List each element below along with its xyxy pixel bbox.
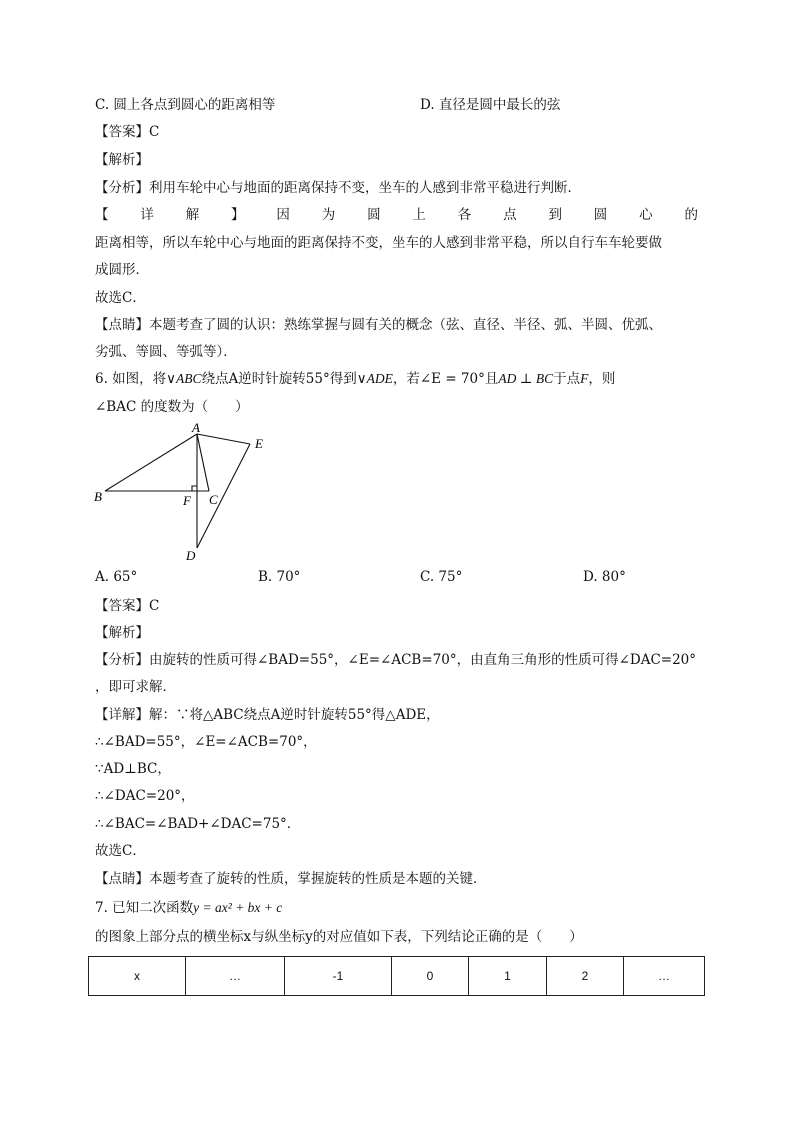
q6-stem-line1 [95, 370, 615, 388]
q5-detail-line1 [95, 206, 698, 224]
q5-detail-char: 因 [276, 207, 290, 223]
q5-detail-char: 解 [185, 207, 200, 223]
q6-stem-part: 于点 [553, 371, 581, 387]
q5-choice: 故选C． [95, 290, 146, 306]
q5-detail-char: 详 [140, 207, 154, 223]
segment-ae [197, 434, 250, 444]
table-cell: x [89, 957, 186, 996]
table-cell: … [624, 957, 705, 996]
q5-option-c: C. 圆上各点到圆心的距离相等 [95, 97, 276, 113]
q7-stem-line1 [95, 899, 282, 917]
q5-detail-char: 圆 [367, 207, 381, 223]
q6-stem-part: 6. 如图，将 [95, 371, 167, 387]
q7-stem-part: 7. 已知二次函数 [95, 900, 194, 916]
q6-perpendicular-condition: AD ⊥ BC [498, 371, 554, 386]
q6-triangle-abc: ∨ABC [166, 371, 202, 386]
q6-stem-part: ，若∠E = 70°且 [392, 371, 499, 387]
label-b: B [94, 489, 102, 504]
q6-option-b: B. 70° [258, 569, 301, 585]
q6-analysis-heading: 【解析】 [95, 625, 149, 641]
q5-detail-line3: 成圆形． [95, 262, 149, 278]
q5-comment-line2: 劣弧、等圆、等弧等）． [95, 344, 237, 360]
q6-stem-part: ，则 [588, 371, 616, 387]
q5-detail-char: 】 [231, 207, 245, 223]
q5-detail-char: 为 [321, 207, 336, 223]
q6-option-a: A. 65° [95, 569, 138, 585]
q6-geometry-figure [88, 420, 288, 565]
table-cell: … [186, 957, 285, 996]
q5-detail-char: 各 [457, 207, 472, 223]
q6-answer: 【答案】C [95, 598, 160, 614]
q5-detail-char: 心 [639, 207, 653, 223]
q5-detail-char: 【 [95, 207, 109, 223]
segment-de [197, 444, 250, 548]
q5-detail-char: 的 [684, 207, 698, 223]
q6-detail-line5: ∴∠BAC=∠BAD+∠DAC=75°． [95, 816, 301, 832]
table-cell: 2 [547, 957, 624, 996]
q6-option-d: D. 80° [583, 569, 626, 585]
label-e: E [255, 436, 263, 451]
q6-choice: 故选C． [95, 843, 146, 859]
q5-detail-char: 到 [548, 207, 562, 223]
q7-stem-line2: 的图象上部分点的横坐标x与纵坐标y的对应值如下表，下列结论正确的是（ ） [95, 929, 583, 945]
q6-stem-line2: ∠BAC 的度数为（ ） [95, 399, 249, 415]
label-c: C [209, 492, 218, 507]
q5-detail-char: 圆 [593, 207, 608, 223]
q6-detail-line3: ∵AD⊥BC， [95, 761, 171, 777]
q6-stem-part: 绕点A逆时针旋转55°得到 [201, 371, 357, 387]
q6-detail-line4: ∴∠DAC=20°， [95, 788, 195, 804]
q6-triangle-ade: ∨ADE [356, 371, 393, 386]
segment-ba [105, 434, 197, 491]
q6-detail-line1: 【详解】解：∵将△ABC绕点A逆时针旋转55°得△ADE， [95, 707, 440, 723]
table-cell: -1 [285, 957, 392, 996]
q5-analysis-heading: 【解析】 [95, 152, 149, 168]
q7-function: y = ax² + bx + c [193, 900, 283, 915]
q6-point-f: F [580, 371, 589, 386]
q5-detail-char: 点 [503, 207, 517, 223]
q5-answer: 【答案】C [95, 124, 160, 140]
table-row [89, 957, 705, 996]
table-cell: 0 [392, 957, 469, 996]
label-d: D [186, 548, 196, 563]
label-a: A [192, 420, 200, 435]
segment-ac [197, 434, 209, 491]
label-f: F [183, 493, 191, 508]
q6-analysis-line1: 【分析】由旋转的性质可得∠BAD=55°，∠E=∠ACB=70°，由直角三角形的性质可得∠DAC=20° [95, 652, 697, 668]
q7-value-table [88, 956, 705, 996]
q5-detail-line2: 距离相等，所以车轮中心与地面的距离保持不变，坐车的人感到非常平稳，所以自行车车轮要做 [95, 235, 662, 251]
q6-analysis-line2: ，即可求解． [95, 679, 176, 695]
q5-analysis: 【分析】利用车轮中心与地面的距离保持不变，坐车的人感到非常平稳进行判断． [95, 180, 581, 196]
q5-option-d: D. 直径是圆中最长的弦 [420, 97, 561, 113]
q5-comment-line1: 【点睛】本题考查了圆的认识：熟练掌握与圆有关的概念（弦、直径、半径、弧、半圆、优弧、 [95, 317, 662, 333]
q5-detail-char: 上 [412, 207, 426, 223]
q6-comment: 【点睛】本题考查了旋转的性质，掌握旋转的性质是本题的关键． [95, 871, 487, 887]
q6-option-c: C. 75° [420, 569, 463, 585]
q6-detail-line2: ∴∠BAD=55°，∠E=∠ACB=70°， [95, 734, 317, 750]
right-angle-mark [192, 486, 197, 491]
table-cell: 1 [469, 957, 547, 996]
